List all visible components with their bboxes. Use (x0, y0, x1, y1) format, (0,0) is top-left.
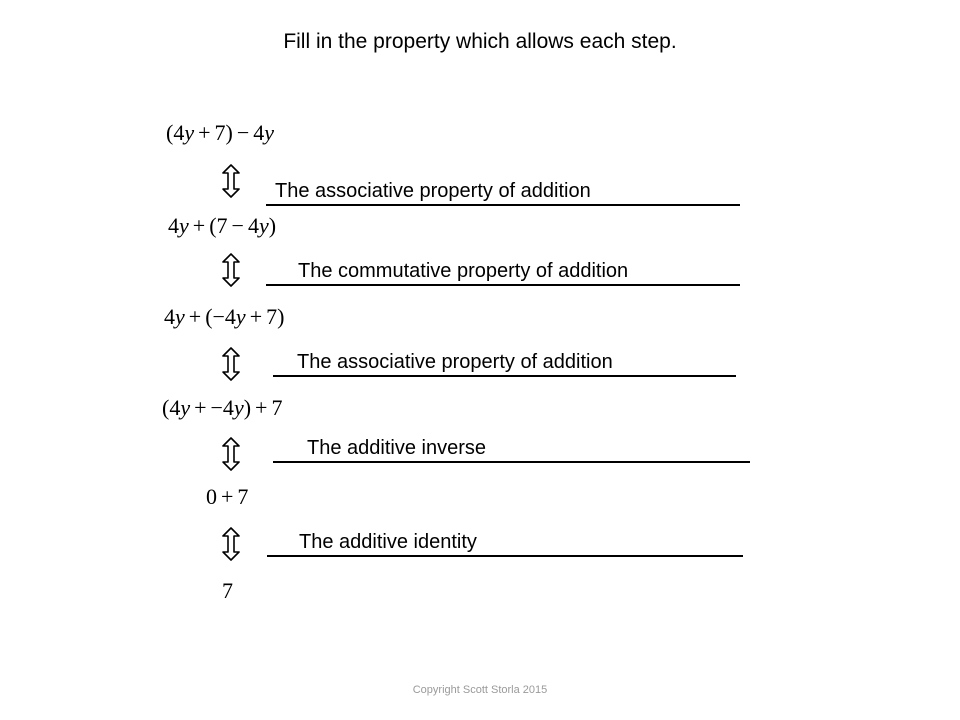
answer-text: The associative property of addition (275, 180, 591, 202)
answer-blank-1[interactable] (266, 178, 740, 206)
double-arrow-icon (220, 164, 242, 198)
expression-4: (4y + −4y) + 7 (162, 395, 283, 420)
answer-blank-5[interactable] (267, 529, 743, 557)
page-title: Fill in the property which allows each step. (283, 30, 677, 53)
expression-2: 4y + (7 − 4y) (168, 213, 277, 238)
answer-blank-2[interactable] (266, 258, 740, 286)
expression-6: 7 (222, 578, 233, 603)
answer-text: The additive inverse (307, 437, 486, 459)
double-arrow-icon (220, 347, 242, 381)
double-arrow-icon (220, 527, 242, 561)
expression-1: (4y + 7) − 4y (166, 120, 275, 145)
answer-blank-4[interactable] (273, 435, 750, 463)
double-arrow-icon (220, 253, 242, 287)
double-arrow-icon (220, 437, 242, 471)
copyright-notice: Copyright Scott Storla 2015 (412, 684, 548, 696)
answer-text: The associative property of addition (297, 351, 613, 373)
expression-3: 4y + (−4y + 7) (164, 304, 285, 329)
expression-5: 0 + 7 (206, 484, 249, 509)
answer-text: The commutative property of addition (298, 260, 629, 282)
answer-blank-3[interactable] (273, 349, 736, 377)
answer-text: The additive identity (299, 531, 477, 553)
